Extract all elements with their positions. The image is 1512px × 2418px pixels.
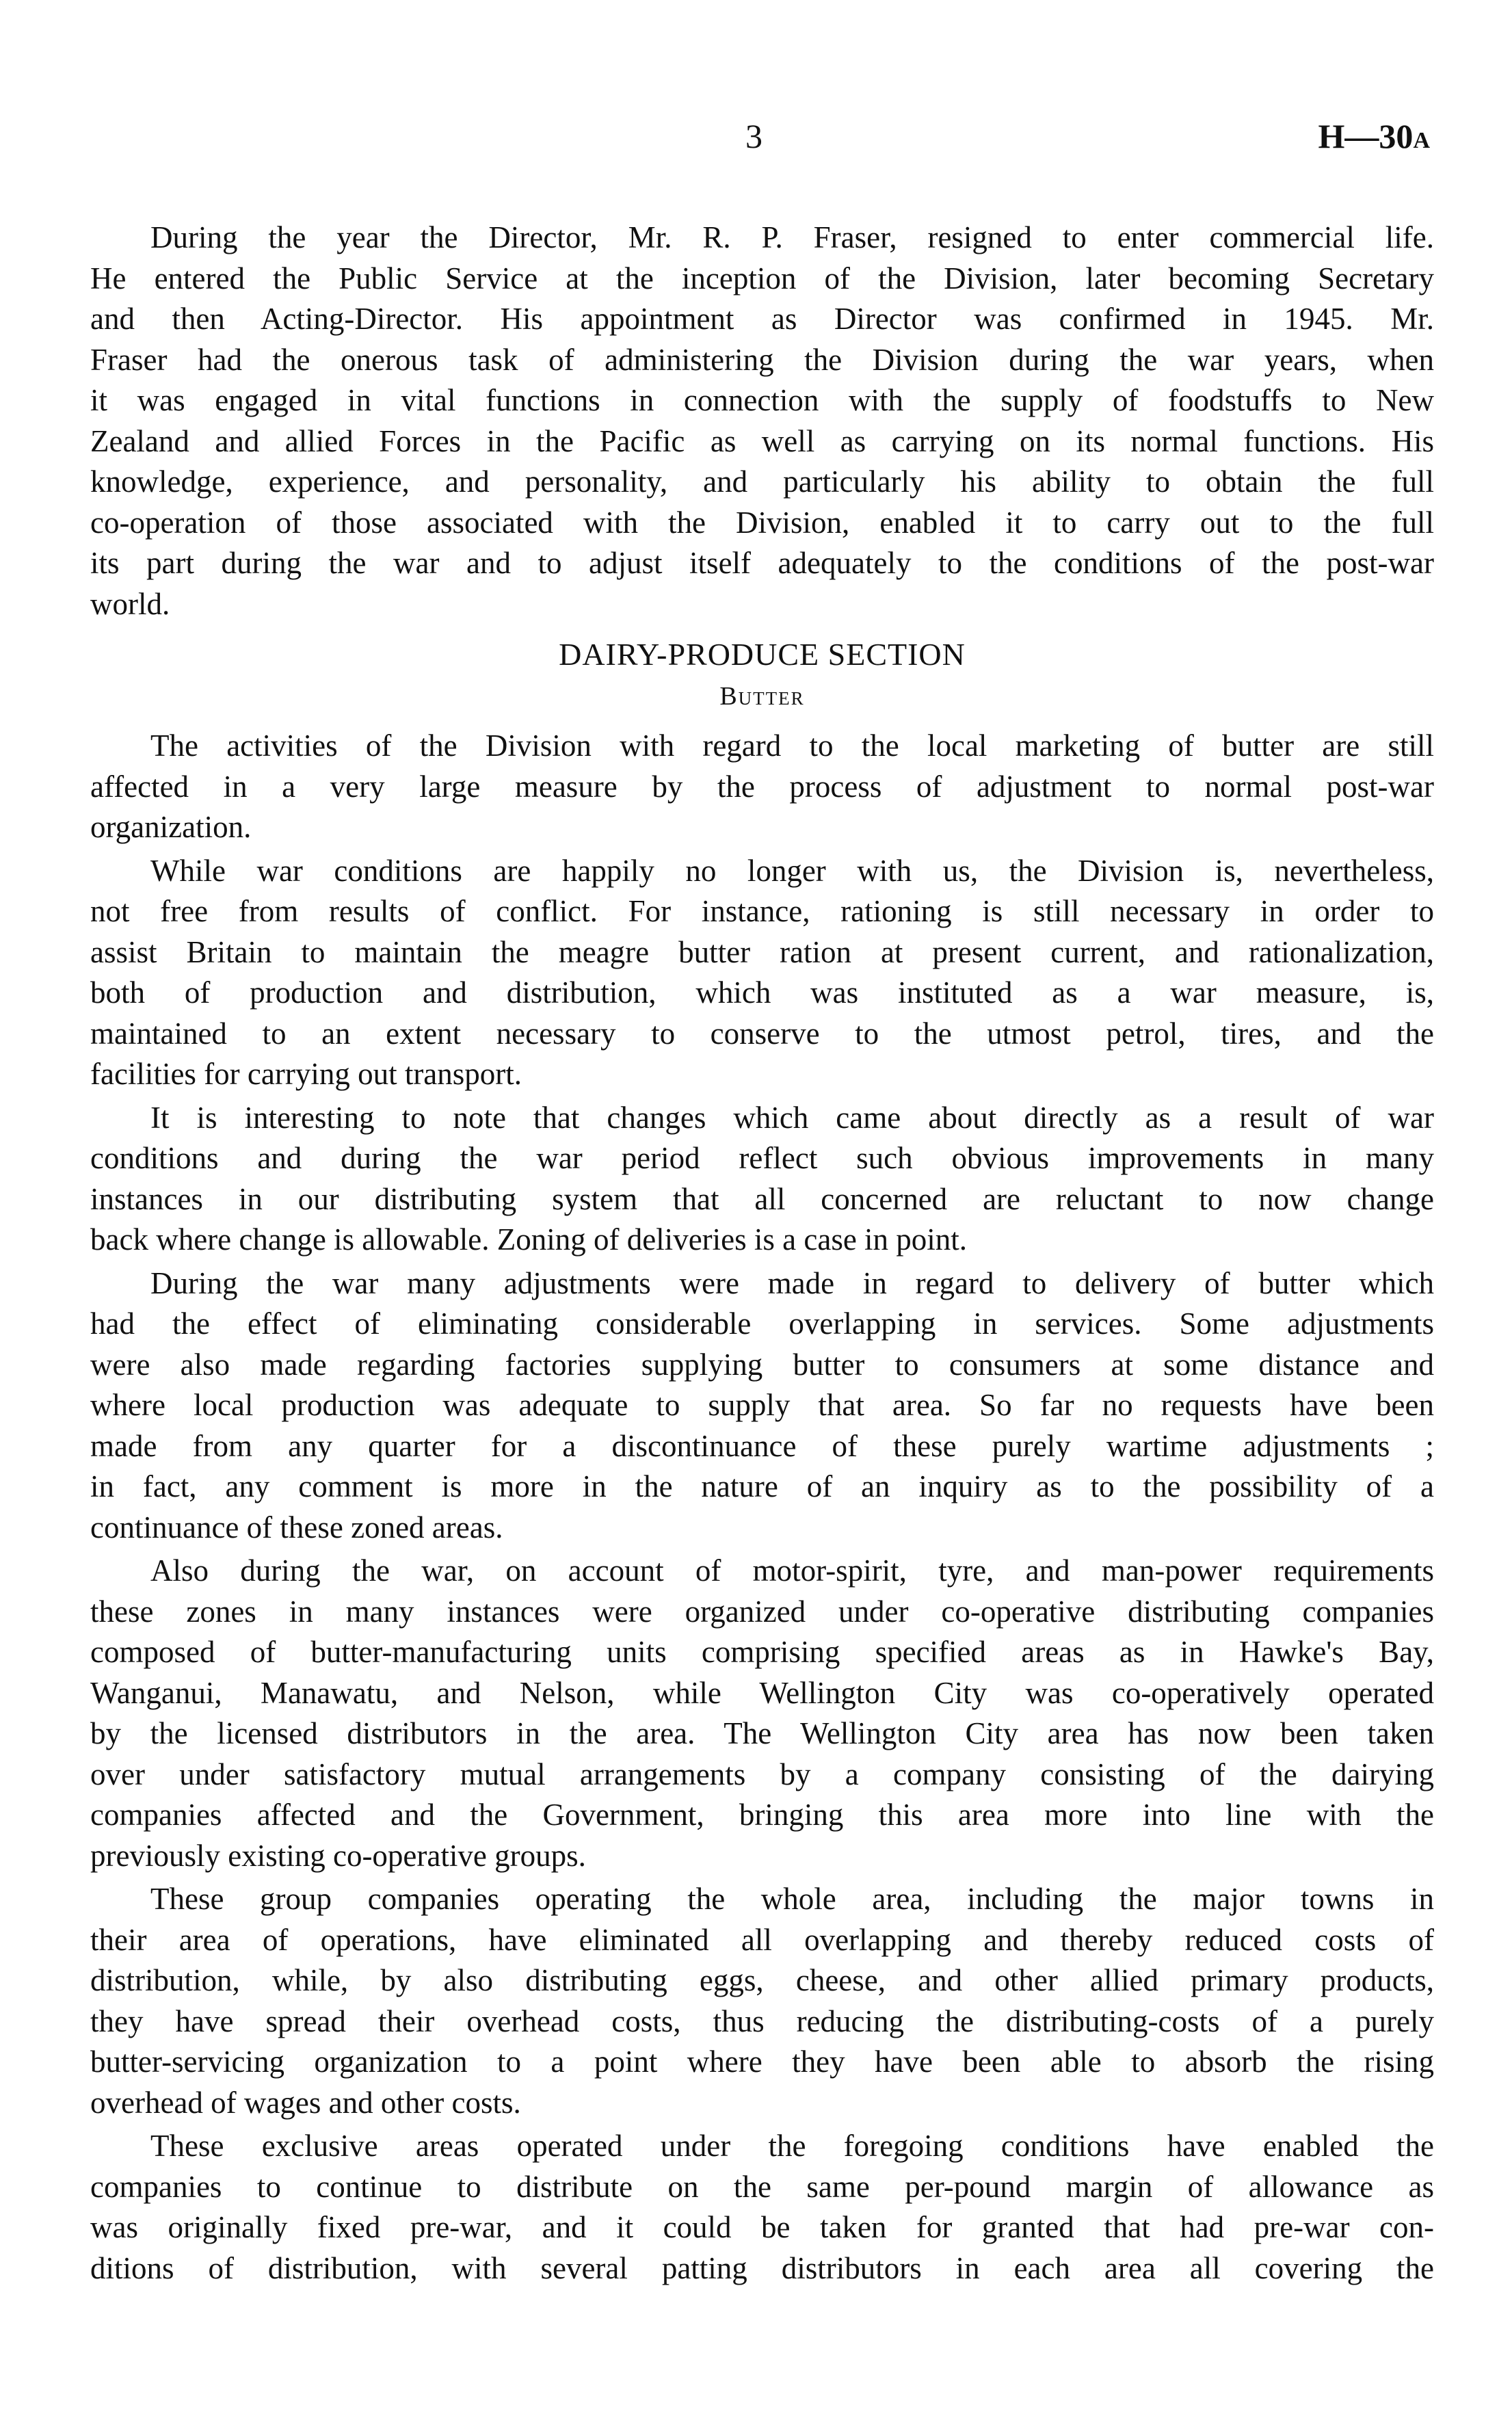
text-line: overhead of wages and other costs. bbox=[90, 2085, 521, 2120]
text-line: their area of operations, have eliminated all overlapping and thereby reduced costs of bbox=[90, 1922, 1434, 1957]
text-line: companies to continue to distribute on the same per-pound margin of allowance as bbox=[90, 2169, 1434, 2204]
text-line: not free from results of conflict. For instance, rationing is still necessary in order to bbox=[90, 894, 1434, 928]
text-line: both of production and distribution, which was instituted as a war measure, is, bbox=[90, 975, 1434, 1010]
text-line: butter-servicing organization to a point where they have been able to absorb the rising bbox=[90, 2045, 1434, 2079]
text-line: co-operation of those associated with the Division, enabled it to carry out to the full bbox=[90, 505, 1434, 540]
reference-suffix: A bbox=[1413, 128, 1430, 153]
text-line: were also made regarding factories supplying butter to consumers at some distance and bbox=[90, 1347, 1434, 1382]
page-number: 3 bbox=[745, 117, 762, 155]
text-line: It is interesting to note that changes which came about directly as a result of war bbox=[150, 1100, 1434, 1135]
text-line: was originally fixed pre-war, and it could be taken for granted that had pre-war con- bbox=[90, 2210, 1434, 2244]
intro-paragraph bbox=[90, 218, 1434, 625]
text-line: facilities for carrying out transport. bbox=[90, 1057, 522, 1091]
paragraph bbox=[90, 1263, 1434, 1549]
text-line: composed of butter-manufacturing units comprising specified areas as in Hawke's Bay, bbox=[90, 1635, 1434, 1669]
text-line: affected in a very large measure by the process of adjustment to normal post-war bbox=[90, 769, 1434, 804]
text-line: continuance of these zoned areas. bbox=[90, 1510, 503, 1545]
text-line: During the war many adjustments were made in regard to delivery of butter which bbox=[150, 1265, 1434, 1300]
text-line: made from any quarter for a discontinuance of these purely wartime adjustments ; bbox=[90, 1428, 1434, 1463]
text-line: previously existing co-operative groups. bbox=[90, 1838, 586, 1873]
paragraph bbox=[90, 1098, 1434, 1261]
text-line: Also during the war, on account of motor-spirit, tyre, and man-power requirements bbox=[150, 1553, 1434, 1588]
text-line: assist Britain to maintain the meagre butter ration at present current, and rationalization, bbox=[90, 934, 1434, 969]
document-reference bbox=[1318, 116, 1430, 156]
text-line: organization. bbox=[90, 810, 252, 844]
text-line: it was engaged in vital functions in connection with the supply of foodstuffs to New bbox=[90, 383, 1434, 417]
text-line: these zones in many instances were organized under co-operative distributing companies bbox=[90, 1594, 1434, 1629]
text-line: While war conditions are happily no longer with us, the Division is, nevertheless, bbox=[150, 853, 1434, 888]
text-line: He entered the Public Service at the inception of the Division, later becoming Secretary bbox=[90, 261, 1434, 295]
text-line: by the licensed distributors in the area. The Wellington City area has now been taken bbox=[90, 1716, 1434, 1750]
text-line: back where change is allowable. Zoning of deliveries is a case in point. bbox=[90, 1222, 968, 1257]
text-line: During the year the Director, Mr. R. P. Fraser, resigned to enter commercial life. bbox=[150, 220, 1434, 254]
paragraph bbox=[90, 1551, 1434, 1876]
text-line: instances in our distributing system that all concerned are reluctant to now change bbox=[90, 1181, 1434, 1216]
text-line: had the effect of eliminating considerable overlapping in services. Some adjustments bbox=[90, 1306, 1434, 1341]
text-line: These group companies operating the whole area, including the major towns in bbox=[150, 1882, 1434, 1916]
text-line: These exclusive areas operated under the foregoing conditions have enabled the bbox=[150, 2129, 1434, 2163]
paragraph bbox=[90, 2126, 1434, 2289]
paragraph bbox=[90, 1879, 1434, 2123]
text-line: Wanganui, Manawatu, and Nelson, while Wellington City was co-operatively operated bbox=[90, 1675, 1434, 1710]
text-line: conditions and during the war period reflect such obvious improvements in many bbox=[90, 1141, 1434, 1175]
text-line: distribution, while, by also distributing eggs, cheese, and other allied primary products, bbox=[90, 1963, 1434, 1997]
text-line: they have spread their overhead costs, thus reducing the distributing-costs of a purely bbox=[90, 2003, 1434, 2038]
text-line: Zealand and allied Forces in the Pacific as well as carrying on its normal functions. His bbox=[90, 423, 1434, 458]
paragraph bbox=[90, 851, 1434, 1095]
text-line: in fact, any comment is more in the nature of an inquiry as to the possibility of a bbox=[90, 1469, 1434, 1503]
reference-main: H—30 bbox=[1318, 117, 1414, 155]
text-line: world. bbox=[90, 586, 170, 621]
paragraph bbox=[90, 726, 1434, 848]
text-line: The activities of the Division with regard to the local marketing of butter are still bbox=[150, 728, 1434, 763]
text-line: where local production was adequate to supply that area. So far no requests have been bbox=[90, 1388, 1434, 1422]
section-heading: DAIRY-PRODUCE SECTION bbox=[559, 637, 966, 672]
text-line: maintained to an extent necessary to conserve to the utmost petrol, tires, and the bbox=[90, 1016, 1434, 1051]
text-line: ditions of distribution, with several patting distributors in each area all covering the bbox=[90, 2250, 1434, 2285]
text-line: and then Acting-Director. His appointment as Director was confirmed in 1945. Mr. bbox=[90, 302, 1434, 336]
butter-section-paragraphs bbox=[90, 726, 1434, 2289]
text-line: knowledge, experience, and personality, and particularly his ability to obtain the full bbox=[90, 464, 1434, 499]
text-line: Fraser had the onerous task of administering the Division during the war years, when bbox=[90, 342, 1434, 377]
text-line: over under satisfactory mutual arrangements by a company consisting of the dairying bbox=[90, 1757, 1434, 1791]
text-line: its part during the war and to adjust itself adequately to the conditions of the post-war bbox=[90, 546, 1434, 580]
text-line: companies affected and the Government, bringing this area more into line with the bbox=[90, 1798, 1434, 1832]
subheading-butter: Butter bbox=[719, 682, 805, 711]
page-body bbox=[90, 218, 1434, 2291]
